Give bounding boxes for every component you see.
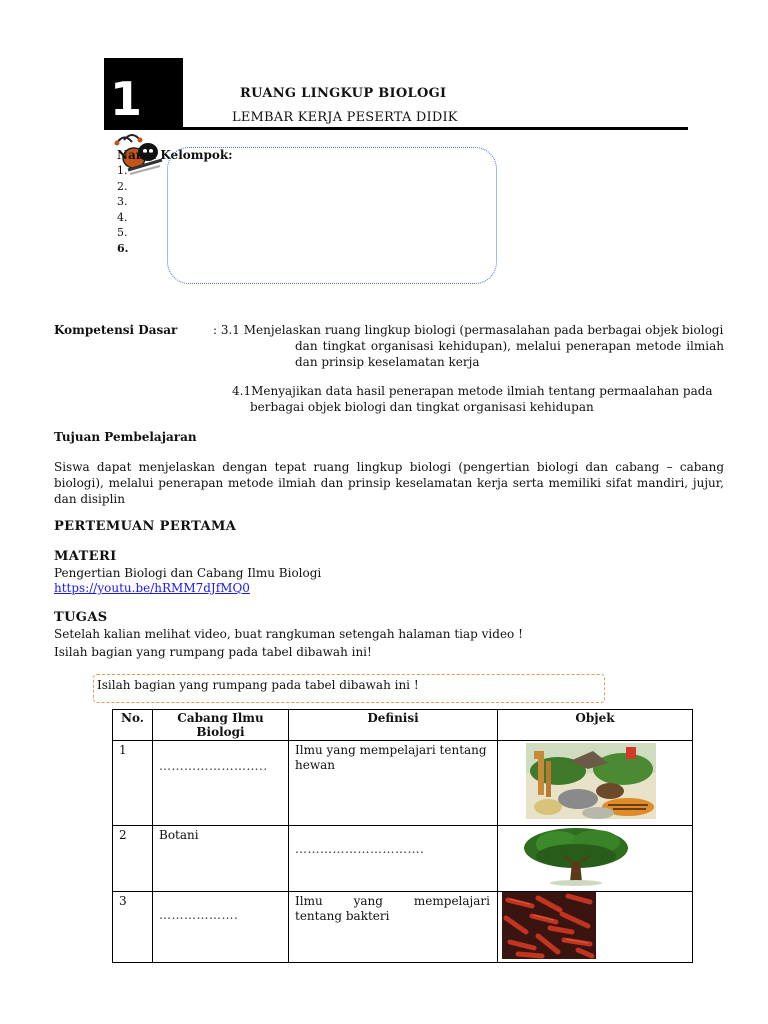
group-member: 5. bbox=[117, 226, 128, 239]
group-member: 2. bbox=[117, 179, 128, 193]
group-names-box[interactable] bbox=[167, 147, 497, 284]
page-subtitle: LEMBAR KERJA PESERTA DIDIK bbox=[232, 110, 458, 125]
kd2-first-line: 4.1Menyajikan data hasil penerapan metode ilmiah tentang permaalahan pada bbox=[232, 384, 713, 398]
header-cabang: Cabang Ilmu Biologi bbox=[153, 710, 289, 741]
kd2-rest: berbagai objek biologi dan tingkat organisasi kehidupan bbox=[250, 400, 594, 414]
group-member: 4. bbox=[117, 210, 128, 224]
cabang-blank[interactable]: ………………. bbox=[153, 892, 289, 963]
cabang-cell: Botani bbox=[153, 826, 289, 892]
group-member-list bbox=[117, 163, 128, 256]
objek-cell bbox=[498, 741, 693, 826]
kompetensi-dasar-1 bbox=[213, 322, 724, 370]
objek-cell bbox=[498, 892, 693, 963]
table-row bbox=[113, 892, 693, 963]
group-member: 3. bbox=[117, 195, 128, 208]
table-row bbox=[113, 826, 693, 892]
objek-cell bbox=[498, 826, 693, 892]
instruction-note-box: Isilah bagian yang rumpang pada tabel dibawah ini ! bbox=[93, 674, 605, 703]
definisi-line-2: tentang bakteri bbox=[295, 909, 390, 923]
tugas-instruction-2: Isilah bagian yang rumpang pada tabel dibawah ini! bbox=[54, 645, 372, 659]
definisi-cell: Ilmu yang mempelajari tentang hewan bbox=[289, 741, 498, 826]
tujuan-body: Siswa dapat menjelaskan dengan tepat ruang lingkup biologi (pengertian biologi dan cabang – cabang biologi), melalui penerapan metode ilmiah dan prinsip keselamatan kerja serta memiliki sifat mandiri, jujur, dan disiplin bbox=[54, 460, 724, 506]
definisi-blank[interactable]: …………………………. bbox=[289, 826, 498, 892]
kompetensi-label: Kompetensi Dasar bbox=[54, 323, 178, 337]
biology-branch-table bbox=[112, 709, 693, 963]
cabang-blank[interactable]: …………………….. bbox=[153, 741, 289, 826]
group-member: 1. bbox=[117, 164, 128, 177]
kompetensi-dasar-2 bbox=[232, 383, 724, 415]
header-no: No. bbox=[113, 710, 153, 741]
table-row bbox=[113, 741, 693, 826]
chapter-number: 1 bbox=[104, 58, 183, 130]
definisi-cell bbox=[289, 892, 498, 963]
materi-text: Pengertian Biologi dan Cabang Ilmu Biologi bbox=[54, 566, 322, 580]
header-divider bbox=[183, 127, 688, 130]
definisi-line-1: Ilmu yang mempelajari bbox=[295, 894, 490, 908]
materi-title: MATERI bbox=[54, 549, 117, 564]
header-definisi: Definisi bbox=[289, 710, 498, 741]
kd1-first-line: : 3.1 Menjelaskan ruang lingkup biologi (permasalahan pada berbagai objek biologi bbox=[213, 323, 724, 337]
group-member: 6. bbox=[117, 241, 129, 255]
row-number: 3 bbox=[113, 892, 153, 963]
tugas-title: TUGAS bbox=[54, 610, 108, 625]
bacteria-image bbox=[498, 892, 692, 959]
animals-image bbox=[498, 741, 692, 822]
tree-image bbox=[498, 826, 692, 888]
page-title: RUANG LINGKUP BIOLOGI bbox=[240, 86, 447, 101]
tugas-instruction-1: Setelah kalian melihat video, buat rangkuman setengah halaman tiap video ! bbox=[54, 627, 523, 641]
meeting-heading: PERTEMUAN PERTAMA bbox=[54, 519, 237, 534]
video-link[interactable]: https://youtu.be/hRMM7dJfMQ0 bbox=[54, 581, 250, 595]
group-label: Nama Kelompok: bbox=[117, 148, 233, 162]
row-number: 2 bbox=[113, 826, 153, 892]
header-objek: Objek bbox=[498, 710, 693, 741]
kd1-rest: dan tingkat organisasi kehidupan), melalui penerapan metode ilmiah dan prinsip keselamatan kerja bbox=[295, 339, 724, 369]
row-number: 1 bbox=[113, 741, 153, 826]
tujuan-title: Tujuan Pembelajaran bbox=[54, 430, 197, 444]
